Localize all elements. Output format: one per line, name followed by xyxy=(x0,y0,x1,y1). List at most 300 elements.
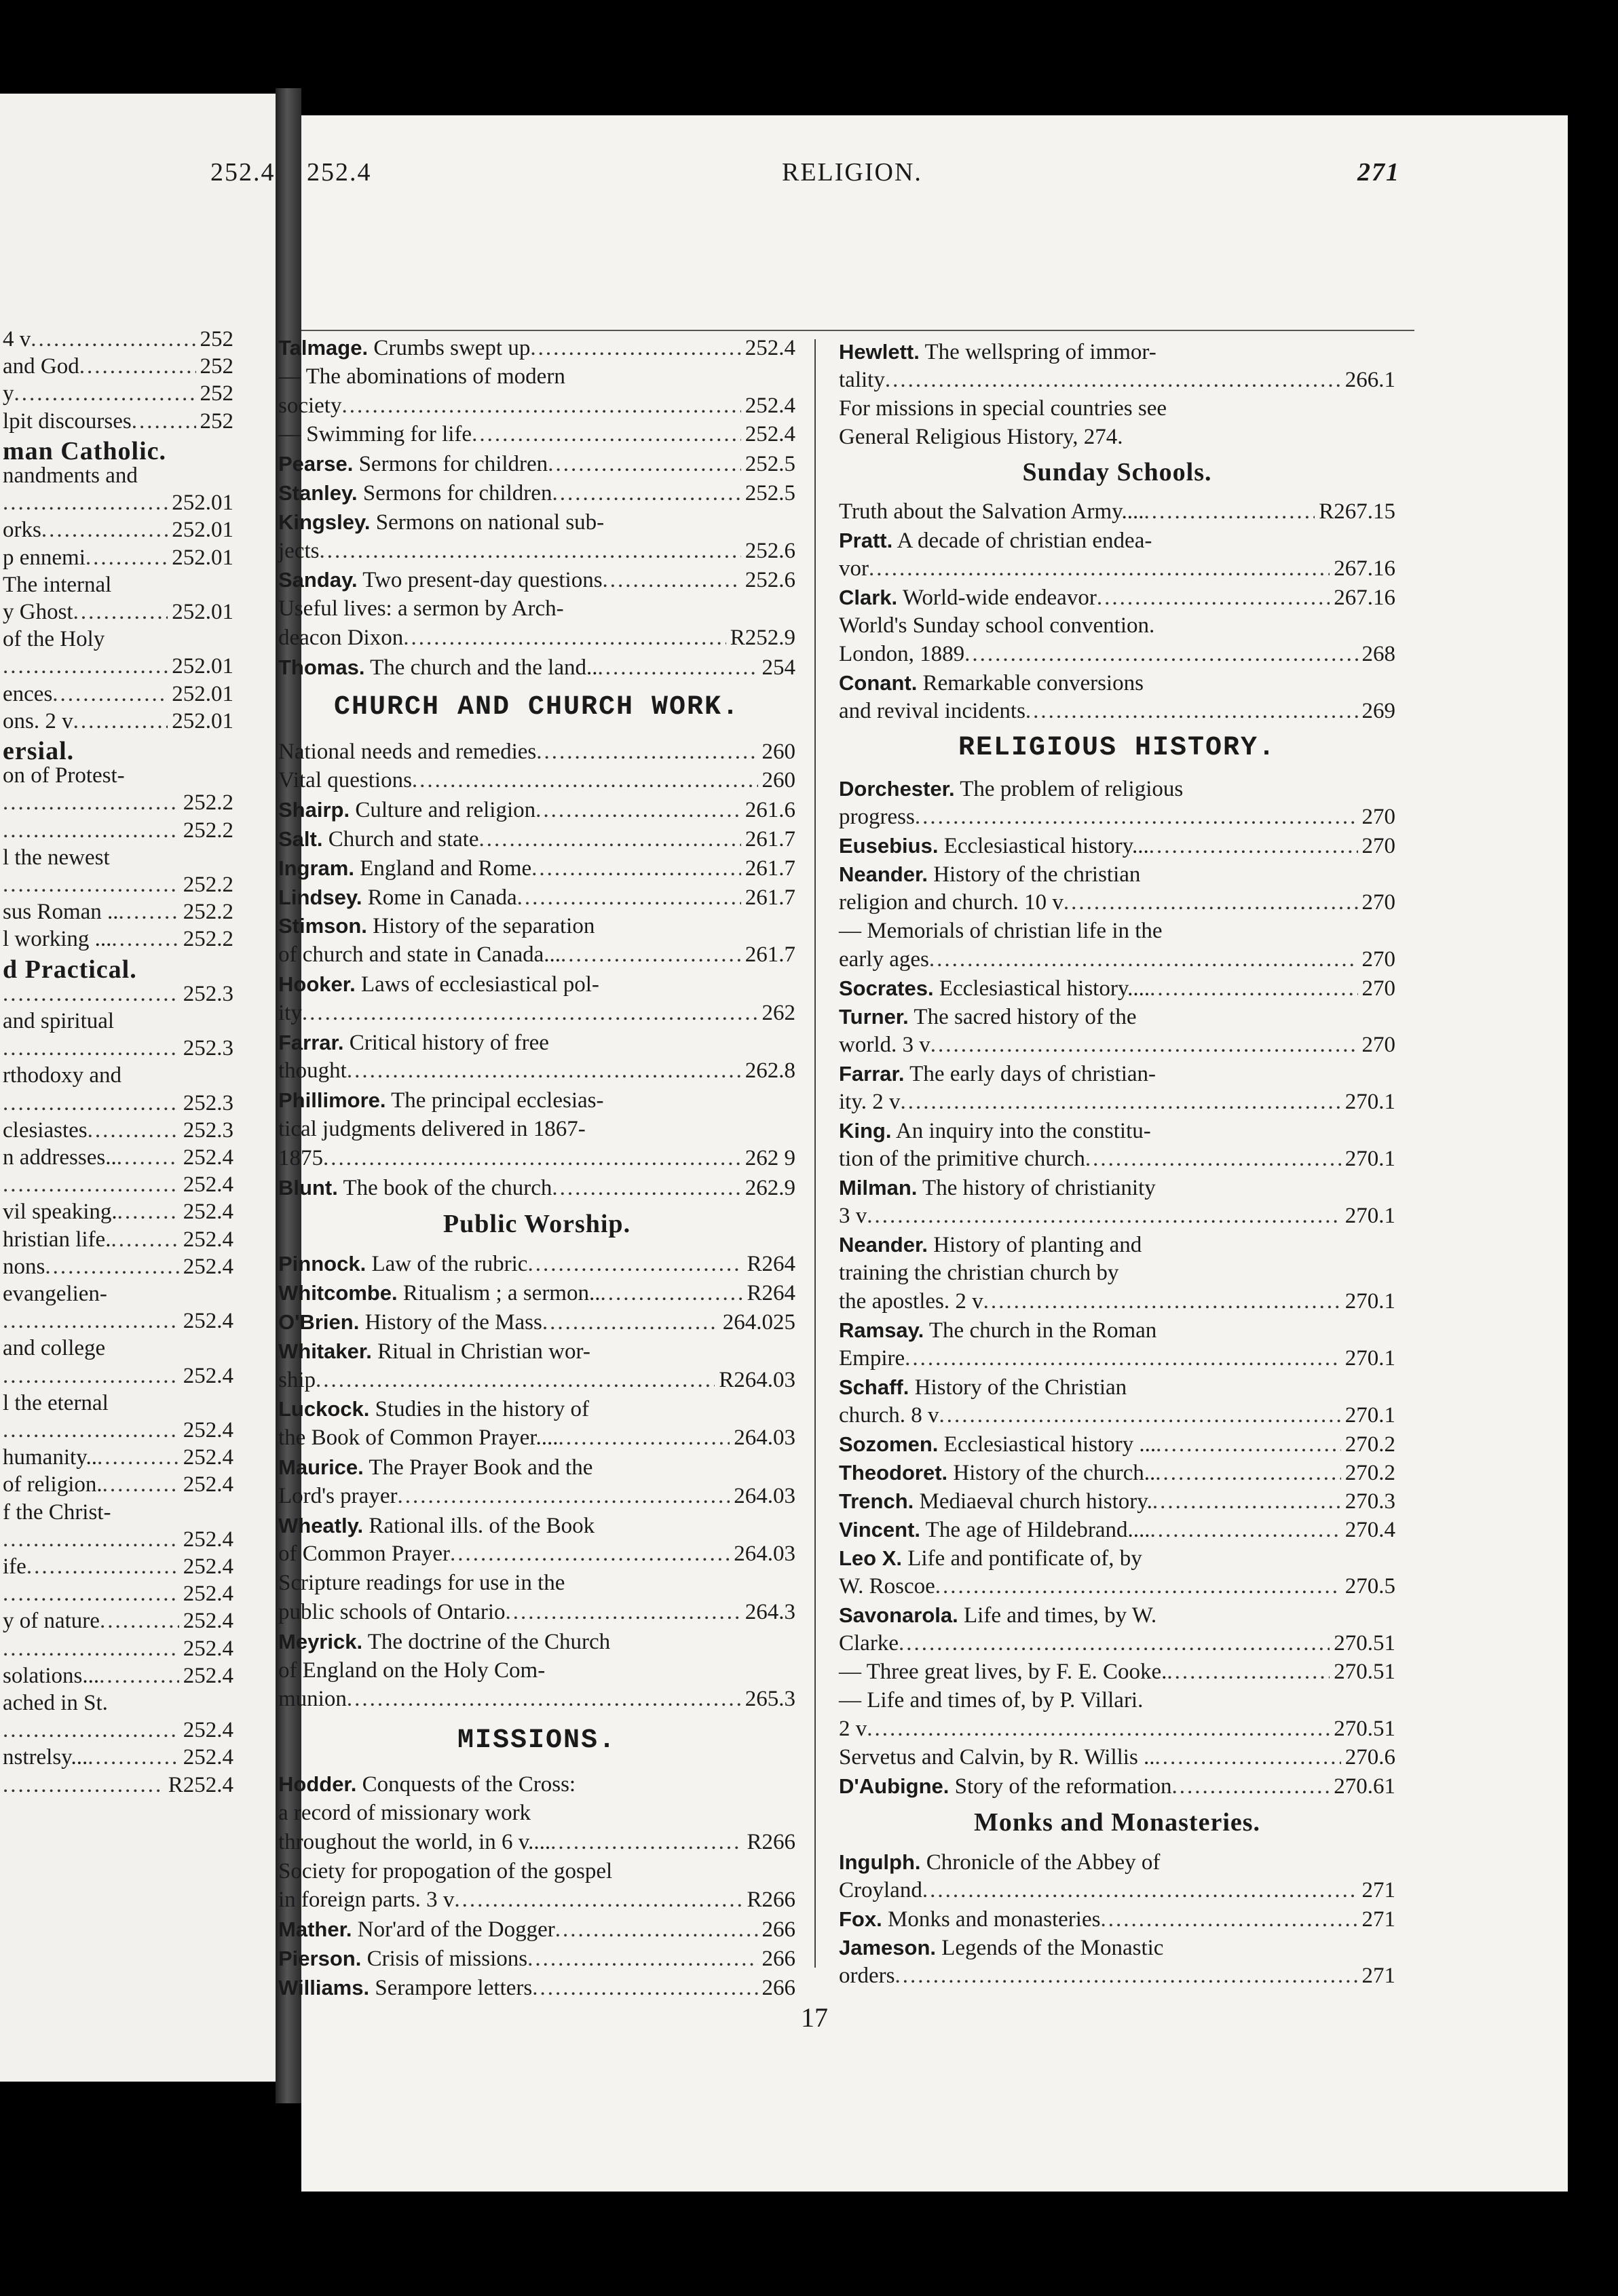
entry-text: ons. 2 v xyxy=(3,709,73,733)
leader-dots xyxy=(102,1472,179,1497)
leader-dots xyxy=(939,1403,1341,1428)
class-number: 252.01 xyxy=(172,654,233,678)
class-number: 252.4 xyxy=(183,1554,233,1579)
leader-dots xyxy=(111,1227,178,1252)
header-rule xyxy=(301,330,1414,331)
catalog-entry xyxy=(839,890,1395,915)
leader-dots xyxy=(532,1976,757,2001)
entry-text: deacon Dixon xyxy=(278,626,404,650)
class-number: 266 xyxy=(761,1947,795,1971)
entry-text: Maurice. The Prayer Book and the xyxy=(278,1455,593,1480)
entry-text: Whitcombe. Ritualism ; a sermon.. xyxy=(278,1281,601,1305)
class-number: 252.5 xyxy=(745,452,795,476)
catalog-entry xyxy=(839,1774,1395,1799)
catalog-entry xyxy=(278,1917,795,1943)
class-number: R252.4 xyxy=(168,1773,233,1797)
left-entry xyxy=(3,982,233,1007)
entry-text: Neander. History of the christian xyxy=(839,862,1141,887)
entry-text: and God xyxy=(3,354,79,379)
entry-text: Croyland xyxy=(839,1878,922,1902)
entry-text: Blunt. The book of the church xyxy=(278,1176,552,1200)
catalog-entry xyxy=(278,364,795,389)
catalog-entry xyxy=(839,1033,1395,1058)
catalog-entry xyxy=(839,1546,1395,1571)
catalog-entry xyxy=(278,1513,795,1539)
entry-text: 1875 xyxy=(278,1146,323,1170)
class-number: 252.4 xyxy=(183,1745,233,1769)
catalog-entry xyxy=(839,585,1395,611)
left-entry xyxy=(3,518,233,543)
class-number: 252.3 xyxy=(183,982,233,1006)
leader-dots xyxy=(900,1090,1340,1115)
catalog-entry xyxy=(278,1368,795,1393)
leader-dots xyxy=(899,1631,1330,1656)
entry-text: World's Sunday school convention. xyxy=(839,613,1155,638)
catalog-entry xyxy=(278,768,795,793)
leader-dots xyxy=(319,539,740,564)
class-number: 270 xyxy=(1361,947,1395,972)
entry-text: King. An inquiry into the constitu- xyxy=(839,1119,1151,1143)
leader-dots xyxy=(302,1001,758,1026)
class-number: 252.4 xyxy=(183,1255,233,1279)
left-entry xyxy=(3,1472,233,1497)
entry-text: Kingsley. Sermons on national sub- xyxy=(278,510,605,535)
entry-text: Pierson. Crisis of missions xyxy=(278,1947,528,1971)
entry-text: training the christian church by xyxy=(839,1261,1119,1285)
catalog-entry xyxy=(839,1118,1395,1144)
leader-dots xyxy=(506,1600,741,1625)
class-number: 252.4 xyxy=(183,1145,233,1170)
entry-text: a record of missionary work xyxy=(278,1801,531,1825)
entry-text: solations... xyxy=(3,1664,100,1688)
entry-text: Stimson. History of the separation xyxy=(278,914,595,938)
catalog-entry xyxy=(278,885,795,911)
entry-text: tical judgments delivered in 1867- xyxy=(278,1117,586,1141)
catalog-entry xyxy=(839,1403,1395,1428)
left-entry xyxy=(3,1364,233,1389)
catalog-entry xyxy=(839,1517,1395,1543)
class-number: R266 xyxy=(747,1830,795,1854)
left-entry xyxy=(3,873,233,898)
leader-dots xyxy=(1144,499,1315,524)
left-entry xyxy=(3,600,233,625)
class-number: 264.03 xyxy=(734,1484,795,1508)
leader-dots xyxy=(41,518,168,543)
left-entry xyxy=(3,1118,233,1143)
catalog-entry xyxy=(839,499,1395,524)
left-entry xyxy=(3,1745,233,1770)
leader-dots xyxy=(983,1289,1341,1314)
class-number: 270.61 xyxy=(1334,1774,1395,1799)
entry-text: Turner. The sacred history of the xyxy=(839,1005,1137,1029)
entry-text: Sanday. Two present-day questions xyxy=(278,568,603,592)
class-number: 252 xyxy=(200,354,233,379)
entry-text: Shairp. Culture and religion xyxy=(278,798,536,822)
leader-dots xyxy=(1149,834,1358,859)
left-entry xyxy=(3,354,233,379)
entry-text: n addresses.. xyxy=(3,1145,117,1170)
entry-text: y of nature xyxy=(3,1609,100,1633)
class-number: 252.2 xyxy=(183,873,233,897)
catalog-entry xyxy=(839,776,1395,802)
catalog-entry xyxy=(278,1088,795,1113)
leader-dots xyxy=(86,546,168,571)
entry-text: Wheatly. Rational ills. of the Book xyxy=(278,1514,595,1538)
catalog-entry xyxy=(839,642,1395,667)
catalog-entry xyxy=(278,1426,795,1451)
class-number: 252.2 xyxy=(183,900,233,924)
class-number: 270.1 xyxy=(1344,1204,1395,1228)
catalog-entry xyxy=(839,1878,1395,1903)
class-number: 270 xyxy=(1361,834,1395,858)
leader-dots xyxy=(1171,1774,1330,1799)
left-entry xyxy=(3,1255,233,1280)
leader-dots xyxy=(561,942,741,968)
leader-dots xyxy=(403,626,726,651)
leader-dots xyxy=(341,394,740,419)
catalog-entry xyxy=(278,480,795,506)
entry-text: humanity.. xyxy=(3,1445,98,1470)
leader-dots xyxy=(598,655,758,681)
class-number: 252.5 xyxy=(745,481,795,505)
left-entry xyxy=(3,381,233,406)
catalog-entry xyxy=(278,655,795,681)
leader-dots xyxy=(550,1830,742,1855)
entry-text: on of Protest- xyxy=(3,763,125,788)
catalog-entry xyxy=(839,1850,1395,1875)
class-number: 270.51 xyxy=(1334,1631,1395,1656)
leader-dots xyxy=(73,600,168,625)
leader-dots xyxy=(600,1281,742,1306)
entry-text: General Religious History, 274. xyxy=(839,425,1123,449)
entry-text: Pratt. A decade of christian endea- xyxy=(839,529,1152,553)
catalog-entry xyxy=(278,1030,795,1056)
entry-text: religion and church. 10 v xyxy=(839,890,1064,915)
catalog-entry xyxy=(278,1251,795,1277)
class-number: 252.4 xyxy=(183,1664,233,1688)
left-entry xyxy=(3,654,233,679)
entry-text: Clark. World-wide endeavor xyxy=(839,586,1097,610)
leader-dots xyxy=(3,1091,179,1116)
catalog-entry xyxy=(278,1542,795,1567)
class-number: 252 xyxy=(200,381,233,406)
left-entry xyxy=(3,927,233,952)
entry-text: — Memorials of christian life in the xyxy=(839,919,1163,943)
class-number: 252.4 xyxy=(183,1364,233,1388)
catalog-entry xyxy=(839,1232,1395,1258)
catalog-entry xyxy=(278,539,795,564)
catalog-entry xyxy=(278,1946,795,1972)
entry-text: Vital questions xyxy=(278,768,412,792)
entry-text: throughout the world, in 6 v.... xyxy=(278,1830,551,1854)
class-number: R264 xyxy=(747,1252,795,1276)
catalog-entry xyxy=(839,1688,1395,1713)
class-number: 261.7 xyxy=(745,827,795,852)
class-number: 261.7 xyxy=(745,885,795,910)
class-number: 252.4 xyxy=(183,1172,233,1197)
catalog-entry xyxy=(278,422,795,447)
left-entry xyxy=(3,1145,233,1170)
entry-text: and college xyxy=(3,1336,106,1360)
entry-text: orders xyxy=(839,1964,895,1988)
entry-text: Sozomen. Ecclesiastical history ... xyxy=(839,1432,1156,1457)
entry-text: church. 8 v xyxy=(839,1403,939,1428)
class-number: 252.4 xyxy=(745,394,795,418)
class-number: 252.4 xyxy=(183,1637,233,1661)
class-number: 264.03 xyxy=(734,1542,795,1566)
leader-dots xyxy=(1064,890,1358,915)
entry-text: munion xyxy=(278,1687,347,1711)
class-number: 270.1 xyxy=(1344,1346,1395,1371)
leader-dots xyxy=(3,1637,179,1662)
leader-dots xyxy=(3,1309,179,1334)
catalog-entry xyxy=(839,699,1395,724)
class-number: R266 xyxy=(747,1888,795,1912)
class-number: 268 xyxy=(1361,642,1395,666)
column-divider xyxy=(814,339,816,1968)
leader-dots xyxy=(111,927,178,952)
left-entry xyxy=(3,546,233,571)
catalog-entry xyxy=(839,613,1395,638)
leader-dots xyxy=(88,1118,179,1143)
left-entry xyxy=(3,1036,233,1061)
leader-dots xyxy=(3,1582,179,1607)
entry-text: nons xyxy=(3,1255,45,1279)
left-entry xyxy=(3,818,233,843)
left-entry xyxy=(3,1445,233,1470)
entry-text: nandments and xyxy=(3,463,138,488)
catalog-entry xyxy=(278,394,795,419)
entry-text: orks xyxy=(3,518,41,542)
catalog-entry xyxy=(839,528,1395,554)
leader-dots xyxy=(1026,699,1358,724)
left-entry xyxy=(3,463,233,489)
entry-text: Truth about the Salvation Army.... xyxy=(839,499,1144,524)
class-number: 252.4 xyxy=(183,1609,233,1633)
class-number: 252.01 xyxy=(172,600,233,624)
catalog-entry xyxy=(839,339,1395,365)
class-number: 252.4 xyxy=(183,1309,233,1333)
class-number: 252 xyxy=(200,409,233,434)
leader-dots xyxy=(1097,586,1330,611)
catalog-entry xyxy=(839,1147,1395,1172)
entry-text: the apostles. 2 v xyxy=(839,1289,983,1314)
leader-dots xyxy=(867,1204,1341,1229)
left-entry xyxy=(3,1718,233,1743)
entry-text: Schaff. History of the Christian xyxy=(839,1375,1127,1400)
left-entry xyxy=(3,1609,233,1634)
catalog-entry xyxy=(278,942,795,968)
class-number: 270 xyxy=(1361,1033,1395,1057)
entry-text: Pinnock. Law of the rubric xyxy=(278,1252,528,1276)
class-number: 252.4 xyxy=(183,1582,233,1606)
class-number: 252.2 xyxy=(183,790,233,815)
catalog-entry xyxy=(839,1090,1395,1115)
leader-dots xyxy=(88,1745,178,1770)
leader-dots xyxy=(347,1687,741,1712)
catalog-entry xyxy=(278,1801,795,1826)
catalog-entry xyxy=(278,1058,795,1084)
left-entry xyxy=(3,1063,233,1088)
leader-dots xyxy=(132,409,196,434)
class-number: 270.5 xyxy=(1344,1574,1395,1599)
catalog-entry xyxy=(278,913,795,939)
leader-dots xyxy=(555,1917,758,1943)
catalog-entry xyxy=(839,1660,1395,1685)
catalog-entry xyxy=(839,1460,1395,1486)
left-entry xyxy=(3,682,233,707)
entry-text: nstrelsy... xyxy=(3,1745,88,1769)
entry-text: Pearse. Sermons for children xyxy=(278,452,548,476)
entry-text: ity. 2 v xyxy=(839,1090,901,1114)
catalog-entry xyxy=(839,919,1395,944)
leader-dots xyxy=(3,1418,179,1443)
catalog-entry xyxy=(839,862,1395,887)
entry-text: Hodder. Conquests of the Cross: xyxy=(278,1772,576,1797)
leader-dots xyxy=(935,1574,1341,1599)
leader-dots xyxy=(1155,1745,1341,1770)
class-number: 252.6 xyxy=(745,539,795,563)
leader-dots xyxy=(603,568,741,593)
entry-text: Lindsey. Rome in Canada xyxy=(278,885,517,910)
leader-dots xyxy=(530,336,740,361)
left-entry xyxy=(3,1773,233,1798)
left-entry xyxy=(3,1582,233,1607)
catalog-entry xyxy=(278,510,795,535)
catalog-entry xyxy=(278,596,795,621)
catalog-entry xyxy=(278,1859,795,1884)
class-number: 270 xyxy=(1361,976,1395,1001)
entry-text: f the Christ- xyxy=(3,1500,111,1525)
entry-text: Trench. Mediaeval church history. xyxy=(839,1489,1152,1514)
leader-dots xyxy=(79,354,196,379)
entry-text: Mather. Nor'ard of the Dogger xyxy=(278,1917,555,1942)
leader-dots xyxy=(1155,1461,1340,1486)
leader-dots xyxy=(527,1252,742,1277)
entry-text: and spiritual xyxy=(3,1009,115,1033)
class-number: 265.3 xyxy=(745,1687,795,1711)
catalog-entry xyxy=(278,567,795,593)
leader-dots xyxy=(1085,1147,1341,1172)
entry-text: Meyrick. The doctrine of the Church xyxy=(278,1630,611,1654)
entry-text: public schools of Ontario xyxy=(278,1600,506,1624)
class-number: 252.4 xyxy=(183,1200,233,1224)
class-number: 262.8 xyxy=(745,1058,795,1083)
entry-text: Phillimore. The principal ecclesias- xyxy=(278,1088,604,1113)
class-number: 267.16 xyxy=(1334,586,1395,610)
left-entry xyxy=(3,491,233,516)
catalog-entry xyxy=(839,1964,1395,1989)
catalog-entry xyxy=(278,1888,795,1913)
left-entry xyxy=(3,1227,233,1252)
class-number: 270.2 xyxy=(1344,1432,1395,1457)
catalog-entry xyxy=(839,1204,1395,1229)
entry-text: of England on the Holy Com- xyxy=(278,1658,546,1683)
entry-text: 3 v xyxy=(839,1204,867,1228)
leader-dots xyxy=(31,327,195,352)
section-heading: Public Worship. xyxy=(443,1210,631,1238)
leader-dots xyxy=(895,1964,1357,1989)
entry-text: early ages xyxy=(839,947,929,972)
leader-dots xyxy=(531,856,741,881)
leader-dots xyxy=(3,1773,164,1798)
left-entry xyxy=(3,1637,233,1662)
leader-dots xyxy=(558,1426,730,1451)
entry-text: Ingulph. Chronicle of the Abbey of xyxy=(839,1850,1161,1875)
leader-dots xyxy=(3,1527,179,1552)
entry-text: tality xyxy=(839,368,885,392)
catalog-entry xyxy=(278,1455,795,1480)
class-number: R264.03 xyxy=(719,1368,795,1392)
catalog-entry xyxy=(839,833,1395,859)
entry-text: 2 v xyxy=(839,1717,867,1741)
left-entry xyxy=(3,1091,233,1116)
entry-text: jects xyxy=(278,539,320,563)
leader-dots xyxy=(542,1310,719,1335)
class-number: 252.01 xyxy=(172,518,233,542)
class-number: R267.15 xyxy=(1319,499,1395,524)
leader-dots xyxy=(479,827,741,852)
catalog-entry xyxy=(278,1396,795,1422)
entry-text: rthodoxy and xyxy=(3,1063,122,1088)
leader-dots xyxy=(119,900,179,925)
section-heading: Monks and Monasteries. xyxy=(973,1808,1261,1837)
entry-text: evangelien- xyxy=(3,1282,107,1306)
catalog-entry xyxy=(839,1061,1395,1087)
catalog-entry xyxy=(839,1907,1395,1932)
leader-dots xyxy=(517,885,741,911)
entry-text: Savonarola. Life and times, by W. xyxy=(839,1603,1157,1628)
class-number: 266.1 xyxy=(1344,368,1395,392)
class-number: 252.4 xyxy=(183,1472,233,1497)
catalog-entry xyxy=(278,1830,795,1855)
left-entry xyxy=(3,1336,233,1361)
class-number: 252.3 xyxy=(183,1091,233,1115)
entry-text: Williams. Serampore letters xyxy=(278,1976,533,2000)
left-entry xyxy=(3,790,233,816)
catalog-entry xyxy=(278,797,795,823)
catalog-entry xyxy=(278,826,795,852)
class-number: 270.1 xyxy=(1344,1289,1395,1314)
left-page-number: 252.4 xyxy=(210,158,276,187)
entry-text: Stanley. Sermons for children xyxy=(278,481,552,505)
catalog-entry xyxy=(839,1289,1395,1314)
left-entry xyxy=(3,763,233,788)
leader-dots xyxy=(472,422,741,447)
left-entry xyxy=(3,1664,233,1689)
class-number: 252.01 xyxy=(172,709,233,733)
class-number: 271 xyxy=(1361,1964,1395,1988)
leader-dots xyxy=(1100,1907,1357,1932)
entry-text: — Life and times of, by P. Villari. xyxy=(839,1688,1144,1713)
page-title: RELIGION. xyxy=(782,158,922,187)
left-entry xyxy=(3,1172,233,1198)
catalog-entry xyxy=(839,947,1395,972)
leader-dots xyxy=(3,1364,179,1389)
catalog-entry xyxy=(278,1772,795,1797)
catalog-entry xyxy=(839,1318,1395,1343)
entry-text: Servetus and Calvin, by R. Willis .. xyxy=(839,1745,1155,1769)
leader-dots xyxy=(869,556,1330,581)
entry-text: vor xyxy=(839,556,869,581)
class-number: 262.9 xyxy=(745,1176,795,1200)
entry-text: Thomas. The church and the land.. xyxy=(278,655,598,680)
catalog-entry xyxy=(839,805,1395,830)
entry-text: — Three great lives, by F. E. Cooke. xyxy=(839,1660,1167,1684)
entry-text: Luckock. Studies in the history of xyxy=(278,1397,589,1421)
class-number: 252.6 xyxy=(745,568,795,592)
catalog-entry xyxy=(278,1001,795,1026)
